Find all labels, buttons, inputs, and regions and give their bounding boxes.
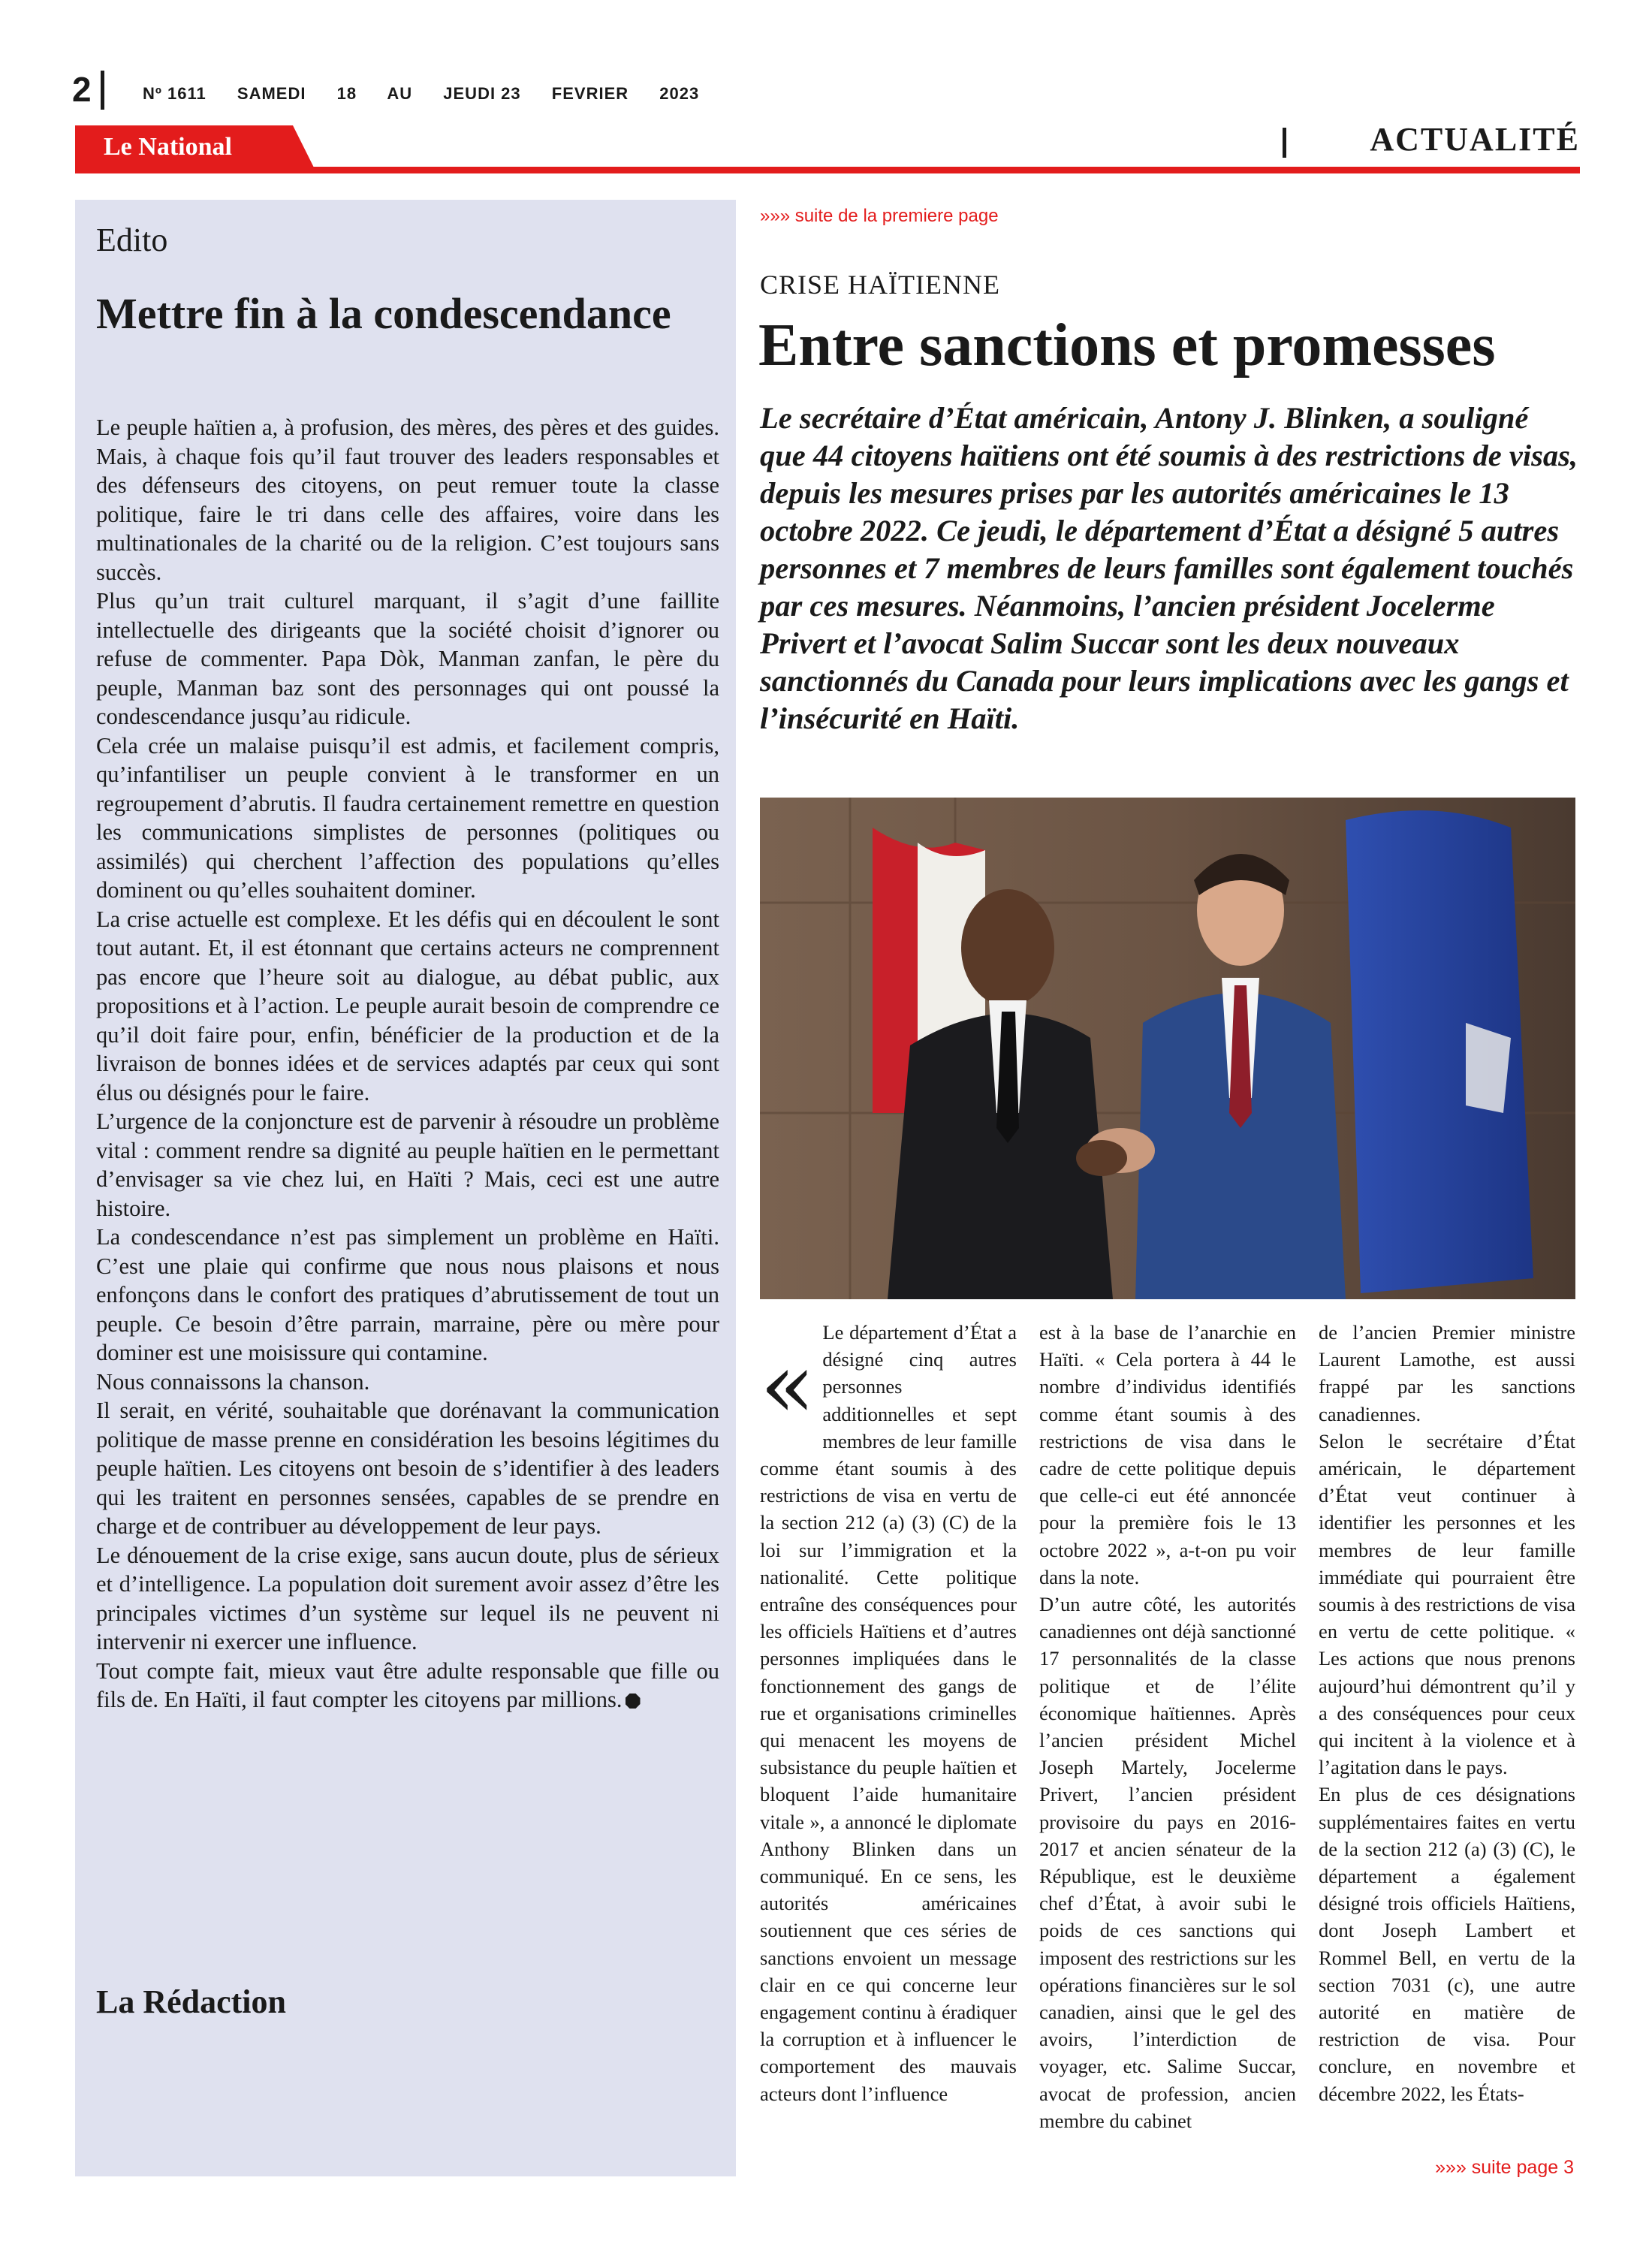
edito-signature: La Rédaction [96, 1983, 286, 2020]
article-paragraph: est à la base de l’anarchie en Haïti. « Cela portera à 44 le nombre d’individus identifiés comme étant soumis à des restrictions de visa dans le cadre de cette politique depuis que celle-ci eut été annoncée pour la première fois le 13 octobre 2022 », a-t-on pu voir dans la note. [1039, 1321, 1296, 1588]
edito-paragraph: La condescendance n’est pas simplement un problème en Haïti. C’est une plaie qui confirme que nous nous plaisons et nous enfonçons dans le confort des pratiques d’abrutissement de tout un peuple. Ce besoin d’être parrain, marraine, père ou mère pour dominer est une moisissure qui contamine. [96, 1224, 719, 1365]
page-number-divider [101, 71, 104, 110]
edito-paragraph: L’urgence de la conjoncture est de parvenir à résoudre un problème vital : comment rendre sa dignité au peuple haïtien en le permettant d’envisager sa vie chez lui, en Haïti ? Mais, ceci est une autre histoire. [96, 1108, 719, 1221]
article-column-1 [760, 1319, 1017, 2107]
article-headline: Entre sanctions et promesses [758, 312, 1496, 379]
edito-paragraph: Le peuple haïtien a, à profusion, des mères, des pères et des guides. Mais, à chaque fois qu’il faut trouver des leaders responsables et des défenseurs des citoyens, on peut remuer toute la classe politique, faire le tri dans celle des affaires, voire dans les multinationales de la charité ou de la religion. C’est toujours sans succès. [96, 415, 719, 585]
edito-paragraph: Nous connaissons la chanson. [96, 1368, 370, 1395]
issue-dateline [143, 84, 725, 104]
edito-title: Mettre fin à la condescendance [96, 289, 671, 338]
article-column-3 [1319, 1319, 1575, 2107]
continued-from-link[interactable]: »»» suite de la premiere page [760, 206, 999, 226]
article-paragraph: Le département d’État a désigné cinq autres personnes additionnelles et sept membres de leur famille comme étant soumis à des restrictions de visa en vertu de la section 212 (a) (3) (C) de la loi sur l’immigration et la nationalité. Cette politique entraîne des conséquences pour les officiels Haïtiens et d’autres personnes impliquées dans le fonctionnement des gangs de rue et organisations criminelles qui menacent les moyens de subsistance du peuple haïtien et bloquent l’aide humanitaire vitale », a annoncé le diplomate Anthony Blinken dans un communiqué. En ce sens, les autorités américaines soutiennent que ces séries de sanctions envoient un message clair en ce qui concerne leur engagement continu à éradiquer la corruption et à influencer le comportement des mauvais acteurs dont l’influence [760, 1321, 1017, 2105]
edito-paragraph: Le dénouement de la crise exige, sans aucun doute, plus de sérieux et d’intelligence. La population doit surement avoir assez d’être les principales victimes d’un système sur lequel ils ne peuvent ni intervenir ni exercer une influence. [96, 1542, 719, 1654]
edito-final-paragraph [96, 1657, 719, 1715]
end-mark-icon [626, 1694, 641, 1709]
article-photo [760, 798, 1575, 1299]
newspaper-name: Le National [104, 133, 232, 161]
article-paragraph: de l’ancien Premier ministre Laurent Lamothe, est aussi frappé par les sanctions canadiennes. [1319, 1321, 1575, 1425]
continued-to-link[interactable]: »»» suite page 3 [1435, 2157, 1574, 2178]
article-paragraph: En plus de ces désignations supplémentaires faites en vertu de la section 212 (a) (3) (C), le département a également désigné trois officiels Haïtiens, dont Joseph Lambert et Rommel Bell, en vertu de la section 7031 (c), une autre autorité en matière de restriction de visa. Pour conclure, en novembre et décembre 2022, les États- [1319, 1783, 1575, 2105]
header-rule [75, 167, 1580, 173]
date-part: FEVRIER [551, 84, 629, 103]
page-number: 2 [72, 70, 92, 109]
edito-paragraph-text: Tout compte fait, mieux vaut être adulte responsable que fille ou fils de. En Haïti, il faut compter les citoyens par millions. [96, 1657, 719, 1712]
handshake-photo-illustration [760, 798, 1575, 1299]
date-part: AU [387, 84, 413, 103]
issue-number: Nº 1611 [143, 84, 206, 103]
date-part: SAMEDI [237, 84, 306, 103]
section-divider [1283, 128, 1286, 158]
edito-paragraph: Il serait, en vérité, souhaitable que dorénavant la communication politique de masse prenne en considération les besoins légitimes du peuple haïtien. Les citoyens ont besoin de s’identifier à des leaders qui les traitent en personnes sensées, capables de se prendre en charge et de contribuer au développement de leur pays. [96, 1398, 719, 1539]
article-column-2 [1039, 1319, 1296, 2134]
article-paragraph: Selon le secrétaire d’État américain, le département d’État veut continuer à identifier les personnes et les membres de leur famille immédiate qui pourraient être soumis à des restrictions de visa en vertu de cette politique. « Les actions que nous prenons aujourd’hui démontrent qu’il y a des conséquences pour ceux qui incitent à la violence et à l’agitation dans le pays. [1319, 1429, 1575, 1779]
opening-quote-icon: « [760, 1334, 815, 1438]
edito-paragraph: Plus qu’un trait culturel marquant, il s’agit d’une faillite intellectuelle des dirigeants que la société choisit d’ignorer ou refuse de commenter. Papa Dòk, Manman zanfan, le père du peuple, Manman baz sont des personnages qui ont poussé la condescendance jusqu’au ridicule. [96, 588, 719, 729]
edito-kicker: Edito [96, 222, 168, 258]
section-label: ACTUALITÉ [1370, 121, 1580, 158]
date-part: JEUDI 23 [443, 84, 521, 103]
article-lead: Le secrétaire d’État américain, Antony J. Blinken, a souligné que 44 citoyens haïtiens ont été soumis à des restrictions de visas, depuis les mesures prises par les autorités américaines le 13 octobre 2022. Ce jeudi, le département d’État a désigné 5 autres personnes et 7 membres de leurs familles sont également touchés par ces mesures. Néanmoins, l’ancien président Jocelerme Privert et l’avocat Salim Succar sont les deux nouveaux sanctionnés du Canada pour leurs implications avec les gangs et l’insécurité en Haïti. [760, 401, 1578, 735]
date-part: 18 [336, 84, 357, 103]
date-part: 2023 [659, 84, 700, 103]
edito-body [96, 413, 719, 1715]
edito-paragraph: La crise actuelle est complexe. Et les défis qui en découlent le sont tout autant. Et, il est étonnant que certains acteurs ne comprennent pas encore que l’heure soit au dialogue, au débat public, aux propositions et à l’action. Le peuple aurait besoin de comprendre ce qu’il doit faire pour, enfin, bénéficier de la production et de la livraison de bonnes idées et de services adaptés par ceux qui sont élus ou désignés pour le faire. [96, 906, 719, 1105]
article-kicker: CRISE HAÏTIENNE [760, 270, 1000, 300]
article-paragraph: D’un autre côté, les autorités canadiennes ont déjà sanctionné 17 personnalités de la classe politique et de l’élite économique haïtiennes. Après l’ancien président Michel Joseph Martely, Jocelerme Privert, l’ancien président provisoire du pays en 2016-2017 et ancien sénateur de la République, est le deuxième chef d’État, à avoir subi le poids de ces sanctions qui imposent des restrictions sur les opérations financières sur le sol canadien, ainsi que le gel des avoirs, l’interdiction de voyager, etc. Salime Succar, avocat de profession, ancien membre du cabinet [1039, 1593, 1296, 2132]
edito-paragraph: Cela crée un malaise puisqu’il est admis, et facilement compris, qu’infantiliser un peuple convient à le transformer en un regroupement d’abrutis. Il faudra certainement remettre en question les communications simplistes de personnes (politiques ou assimilés) qui cherchent l’affection des populations qu’elles dominent ou qu’elles souhaitent dominer. [96, 732, 719, 903]
